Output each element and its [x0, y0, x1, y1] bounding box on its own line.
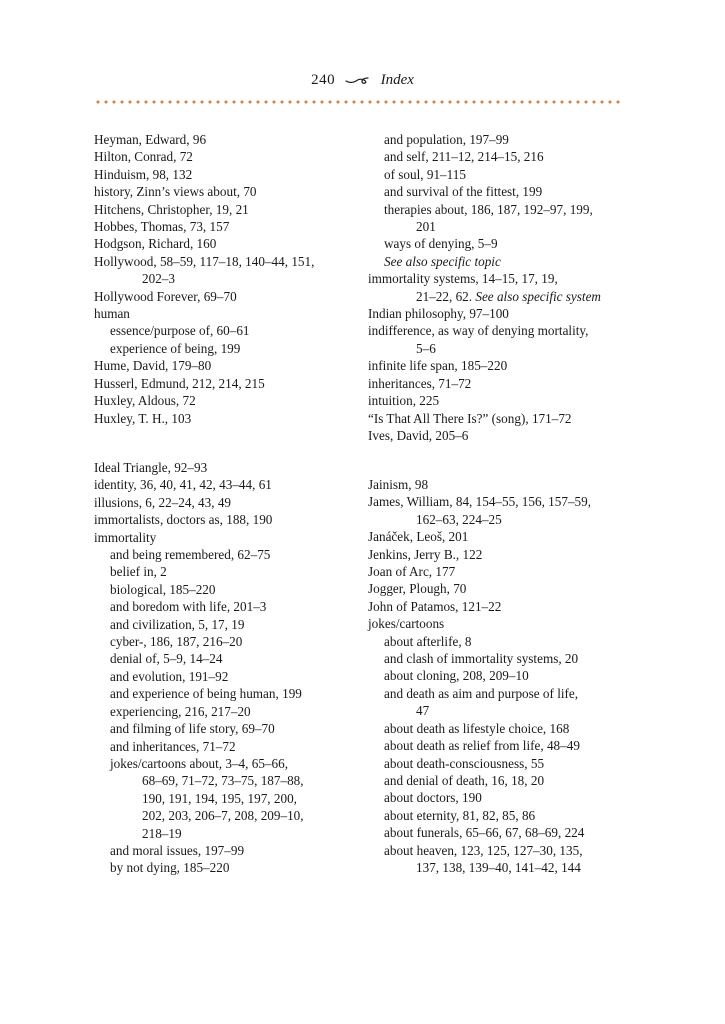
index-entry: [94, 392, 356, 409]
index-entry: [368, 357, 630, 374]
index-entry: [94, 842, 356, 859]
index-entry-continuation: [94, 270, 356, 287]
index-entry-text: and population, 197–99: [384, 132, 509, 147]
index-entry-text: illusions, 6, 22–24, 43, 49: [94, 494, 232, 510]
index-entry-text: Huxley, T. H., 103: [94, 410, 192, 426]
index-entry: [94, 511, 356, 528]
index-entry-text: jokes/cartoons: [368, 616, 445, 632]
index-entry-continuation-text: 218–19: [142, 825, 182, 841]
index-entry-text: jokes/cartoons about, 3–4, 65–66,: [110, 755, 289, 771]
index-entry-text: human: [94, 306, 130, 322]
index-entry: [94, 253, 356, 270]
index-entry-text: immortality: [94, 529, 157, 545]
index-entry-text: John of Patamos, 121–22: [368, 598, 502, 614]
index-entry-text: about death as relief from life, 48–49: [384, 738, 580, 754]
index-entry: [368, 410, 630, 427]
index-entry: [94, 235, 356, 252]
index-entry-text: Indian philosophy, 97–100: [368, 306, 509, 322]
index-entry-text: inheritances, 71–72: [368, 375, 472, 391]
index-entry: [94, 459, 356, 476]
index-entry-text: about doctors, 190: [384, 790, 482, 806]
index-entry: [94, 563, 356, 580]
index-entry: [368, 131, 630, 148]
index-entry: [94, 650, 356, 667]
index-entry: [94, 340, 356, 357]
index-entry: [94, 494, 356, 511]
index-entry: [368, 667, 630, 684]
index-entry-continuation: [368, 218, 630, 235]
index-entry-text: Huxley, Aldous, 72: [94, 393, 196, 409]
index-entry: [94, 616, 356, 633]
index-entry-text: Hollywood, 58–59, 117–18, 140–44, 151,: [94, 253, 315, 269]
index-entry: [368, 546, 630, 563]
index-entry-text: about heaven, 123, 125, 127–30, 135,: [384, 842, 583, 858]
index-entry: [94, 218, 356, 235]
index-entry: [368, 253, 630, 270]
index-entry-continuation: [94, 807, 356, 824]
index-entry: [368, 235, 630, 252]
index-entry: [368, 392, 630, 409]
index-entry: [94, 375, 356, 392]
index-entry: [94, 859, 356, 876]
index-entry-text: experiencing, 216, 217–20: [110, 703, 251, 719]
index-entry-text: essence/purpose of, 60–61: [110, 323, 250, 339]
index-entry: [94, 668, 356, 685]
index-column-left-top: [94, 131, 356, 427]
index-entry-continuation: [368, 702, 630, 719]
index-entry-text: infinite life span, 185–220: [368, 358, 508, 374]
index-entry: [94, 288, 356, 305]
index-entry-continuation-text: 68–69, 71–72, 73–75, 187–88,: [142, 773, 304, 789]
index-entry-continuation: [94, 825, 356, 842]
index-entry-text: Hume, David, 179–80: [94, 358, 212, 374]
index-entry: [368, 183, 630, 200]
index-entry-text: and clash of immortality systems, 20: [384, 651, 579, 667]
index-entry-continuation-text: 190, 191, 194, 195, 197, 200,: [142, 790, 297, 806]
index-entry-continuation: [368, 340, 630, 357]
index-entry-text: and inheritances, 71–72: [110, 738, 236, 754]
index-entry: [368, 755, 630, 772]
index-entry: [368, 476, 630, 493]
index-entry: [368, 322, 630, 339]
index-entry: [368, 580, 630, 597]
index-entry: [368, 650, 630, 667]
index-entry-continuation-text: 47: [416, 703, 430, 719]
index-entry-text: James, William, 84, 154–55, 156, 157–59,: [368, 494, 592, 510]
index-entry-text: identity, 36, 40, 41, 42, 43–44, 61: [94, 477, 272, 493]
index-entry-text: therapies about, 186, 187, 192–97, 199,: [384, 201, 593, 217]
index-entry: [94, 546, 356, 563]
index-entry-continuation: [94, 772, 356, 789]
index-entry-text: Hilton, Conrad, 72: [94, 149, 193, 165]
index-entry: [94, 720, 356, 737]
index-entry-continuation-text: 202–3: [142, 271, 175, 287]
index-entry: [368, 737, 630, 754]
index-entry-text: Jogger, Plough, 70: [368, 581, 467, 597]
index-entry-text: indifference, as way of denying mortality,: [368, 323, 589, 339]
index-entry-text: belief in, 2: [110, 564, 167, 580]
index-entry-text: about funerals, 65–66, 67, 68–69, 224: [384, 825, 585, 841]
index-entry-text: cyber-, 186, 187, 216–20: [110, 634, 243, 650]
index-entry-text: and evolution, 191–92: [110, 668, 229, 684]
index-entry: [368, 598, 630, 615]
index-entry: [368, 166, 630, 183]
index-column-left-bottom: [94, 459, 356, 877]
index-entry: [368, 824, 630, 841]
index-entry: [94, 476, 356, 493]
index-entry: [94, 685, 356, 702]
index-entry: [94, 131, 356, 148]
index-entry-text: immortality systems, 14–15, 17, 19,: [368, 271, 558, 287]
running-header: [0, 70, 725, 91]
index-entry: [368, 201, 630, 218]
index-entry-text: and boredom with life, 201–3: [110, 599, 267, 615]
index-entry-text: denial of, 5–9, 14–24: [110, 651, 223, 667]
index-entry: [368, 427, 630, 444]
index-entry: [94, 305, 356, 322]
index-entry-text: experience of being, 199: [110, 340, 241, 356]
index-entry: [368, 633, 630, 650]
index-entry-text: Hitchens, Christopher, 19, 21: [94, 201, 249, 217]
index-entry-continuation: [368, 859, 630, 876]
index-entry-text: and being remembered, 62–75: [110, 547, 271, 563]
index-entry-continuation-text: 137, 138, 139–40, 141–42, 144: [416, 859, 581, 875]
index-entry-continuation-text: 201: [416, 219, 436, 235]
index-entry: [94, 357, 356, 374]
index-entry: [94, 581, 356, 598]
index-entry: [94, 201, 356, 218]
index-entry-text: Hinduism, 98, 132: [94, 166, 193, 182]
index-entry: [368, 375, 630, 392]
section-title: Index: [380, 72, 414, 88]
index-entry: [94, 148, 356, 165]
index-entry: [368, 270, 630, 287]
index-entry-continuation-text: 162–63, 224–25: [416, 511, 502, 527]
index-entry-continuation-text: 5–6: [416, 340, 436, 356]
index-entry-text: and civilization, 5, 17, 19: [110, 616, 245, 632]
index-entry-text: of soul, 91–115: [384, 166, 466, 182]
index-entry-text: by not dying, 185–220: [110, 860, 230, 876]
index-entry-text: about death-consciousness, 55: [384, 755, 545, 771]
index-entry-text: See also specific topic: [384, 253, 501, 269]
index-entry: [368, 493, 630, 510]
index-entry-text: Ives, David, 205–6: [368, 427, 469, 443]
index-entry-text: and survival of the fittest, 199: [384, 184, 543, 200]
index-entry-text: Heyman, Edward, 96: [94, 132, 207, 147]
index-entry-text: Hollywood Forever, 69–70: [94, 288, 237, 304]
index-entry: [368, 842, 630, 859]
cross-reference: See also specific system: [475, 288, 601, 304]
index-entry-continuation-text: 21–22, 62.: [416, 288, 473, 304]
index-entry-text: about death as lifestyle choice, 168: [384, 720, 570, 736]
index-entry: [94, 183, 356, 200]
index-entry: [368, 789, 630, 806]
index-entry: [368, 685, 630, 702]
index-entry-text: biological, 185–220: [110, 581, 216, 597]
index-entry: [94, 738, 356, 755]
index-entry-text: and experience of being human, 199: [110, 686, 302, 702]
index-entry: [368, 807, 630, 824]
index-entry: [368, 615, 630, 632]
index-column-right-top: [368, 131, 630, 444]
index-entry: [94, 529, 356, 546]
index-entry: [94, 703, 356, 720]
index-entry: [94, 755, 356, 772]
index-entry-text: and self, 211–12, 214–15, 216: [384, 149, 544, 165]
index-entry: [368, 148, 630, 165]
index-entry-text: and denial of death, 16, 18, 20: [384, 772, 545, 788]
index-entry-text: Jenkins, Jerry B., 122: [368, 546, 483, 562]
index-entry-text: about afterlife, 8: [384, 633, 472, 649]
ornament-icon: [345, 71, 371, 91]
dotted-rule: [94, 100, 622, 104]
index-entry-text: Joan of Arc, 177: [368, 564, 456, 580]
index-entry-text: and moral issues, 197–99: [110, 842, 245, 858]
index-entry-text: and death as aim and purpose of life,: [384, 685, 579, 701]
index-entry: [94, 598, 356, 615]
index-entry: [368, 720, 630, 737]
index-entry: [94, 322, 356, 339]
index-entry-text: Hodgson, Richard, 160: [94, 236, 217, 252]
index-entry-continuation: [368, 511, 630, 528]
index-entry-text: Ideal Triangle, 92–93: [94, 460, 208, 475]
index-entry: [94, 166, 356, 183]
index-entry-text: Husserl, Edmund, 212, 214, 215: [94, 375, 265, 391]
index-entry-continuation: [94, 790, 356, 807]
index-column-right-bottom: [368, 476, 630, 876]
index-entry-text: immortalists, doctors as, 188, 190: [94, 512, 273, 528]
index-entry-text: ways of denying, 5–9: [384, 236, 498, 252]
index-entry-text: about eternity, 81, 82, 85, 86: [384, 807, 536, 823]
index-entry-text: and filming of life story, 69–70: [110, 721, 275, 737]
index-entry: [368, 528, 630, 545]
index-entry: [368, 772, 630, 789]
index-entry-continuation: [368, 288, 630, 305]
index-entry-text: history, Zinn’s views about, 70: [94, 184, 257, 200]
index-entry: [368, 305, 630, 322]
index-entry-text: Hobbes, Thomas, 73, 157: [94, 219, 230, 235]
index-entry-continuation-text: 202, 203, 206–7, 208, 209–10,: [142, 808, 304, 824]
index-entry-text: about cloning, 208, 209–10: [384, 668, 529, 684]
index-entry: [94, 410, 356, 427]
index-entry-text: “Is That All There Is?” (song), 171–72: [368, 410, 572, 426]
index-entry: [368, 563, 630, 580]
index-entry: [94, 633, 356, 650]
page-number: 240: [311, 72, 336, 88]
index-entry-text: intuition, 225: [368, 393, 440, 409]
index-entry-text: Jainism, 98: [368, 477, 429, 492]
index-entry-text: Janáček, Leoš, 201: [368, 529, 469, 545]
